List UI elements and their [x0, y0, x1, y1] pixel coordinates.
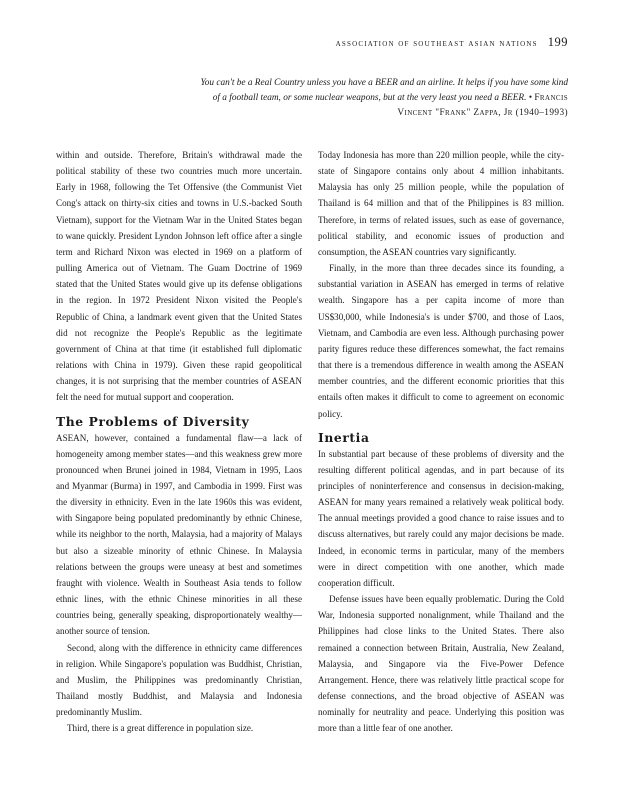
left-column: [56, 147, 302, 736]
body-paragraph: ASEAN, however, contained a fundamental flaw—a lack of homogeneity among member states—and this weakness grew more pronounced when Brunei joined in 1984, Vietnam in 1995, Laos and Myanmar (Burma) in 1997, and Cambodia in 1999. First was the diversity in ethnicity. Even in the late 1960s this was evident, with Singapore being populated predominantly by ethnic Chinese, while its neighbor to the north, Malaysia, had a majority of Malays but also a sizeable minority of ethnic Chinese. In Malaysia relations between the groups were uneasy at best and sometimes fraught with violence. Wealth in Southeast Asia tends to follow ethnic lines, with the ethnic Chinese minorities in all these countries being, generally speaking, disproportionately wealthy—another source of tension.: [56, 432, 302, 637]
section-heading-diversity: The Problems of Diversity: [56, 413, 250, 429]
page-number: 199: [547, 35, 568, 49]
right-column: [318, 147, 564, 736]
running-head: [336, 35, 568, 50]
body-paragraph: Finally, in the more than three decades since its founding, a substantial variation in ASEAN has emerged in terms of relative wealth. Singapore has a per capita income of more than US$30,000, while Indonesia's is under $700, and those of Laos, Vietnam, and Cambodia are even less. Although purchasing power parity figures reduce these differences somewhat, the fact remains that there is a tremendous difference in wealth among the ASEAN member countries, and the different economic priorities that this entails often makes it difficult to come to agreement on economic policy.: [318, 263, 564, 419]
epigraph-quote: You can't be a Real Country unless you have a BEER and an airline. It helps if you have some kind of a football team, or some nuclear weapons, but at the very least you need a BEER.: [200, 78, 568, 103]
body-paragraph: In substantial part because of these problems of diversity and the resulting different political agendas, and in part because of its principles of noninterference and consensus in decision-making, ASEAN for many years remained a relatively weak political body. The annual meetings provided a good chance to raise issues and to discuss alternatives, but rarely could any major decisions be made. Indeed, in economic terms in particular, many of the members were in direct competition with one another, which made cooperation difficult.: [318, 448, 564, 588]
epigraph-separator: •: [528, 93, 533, 103]
body-paragraph: Defense issues have been equally problematic. During the Cold War, Indonesia supported nonalignment, while Thailand and the Philippines had close links to the United States. There also remained a connection between Britain, Australia, New Zealand, Malaysia, and Singapore via the Five-Power Defence Arrangement. Hence, there was relatively little practical scope for defense connections, and the broad objective of ASEAN was nominally for neutrality and peace. Underlying this position was more than a little fear of one another.: [318, 594, 564, 734]
body-paragraph: Second, along with the difference in ethnicity came differences in religion. While Singapore's population was Buddhist, Christian, and Muslim, the Philippines was predominantly Christian, Thailand mostly Buddhist, and Malaysia and Indonesia predominantly Muslim.: [56, 642, 302, 718]
running-title: association of southeast asian nations: [335, 39, 538, 49]
body-paragraph: Third, there is a great difference in population size.: [67, 723, 254, 734]
epigraph: [196, 76, 568, 121]
section-heading-inertia: Inertia: [318, 429, 370, 445]
epigraph-attribution: Francis Vincent "Frank" Zappa, Jr (1940–1993): [397, 93, 568, 118]
body-paragraph: Today Indonesia has more than 220 million people, while the city-state of Singapore contains only about 4 million inhabitants. Malaysia has only 25 million people, while the population of Thailand is 64 million and that of the Philippines is 83 million. Therefore, in terms of related issues, such as ease of governance, political stability, and economic issues of production and consumption, the ASEAN countries vary significantly.: [318, 150, 564, 257]
body-paragraph: within and outside. Therefore, Britain's withdrawal made the political stability of these two countries much more uncertain. Early in 1968, following the Tet Offensive (the Communist Viet Cong's attack on thirty-six cities and towns in U.S.-backed South Vietnam), support for the Vietnam War in the United States began to wane quickly. President Lyndon Johnson left office after a single term and Richard Nixon was elected in 1969 on a platform of pulling America out of Vietnam. The Guam Doctrine of 1969 stated that the United States would give up its defense obligations in the region. In 1972 President Nixon visited the People's Republic of China, a landmark event given that the United States did not recognize the People's Republic as the legitimate government of China at that time (it established full diplomatic relations with China in 1979). Given these rapid geopolitical changes, it is not surprising that the member countries of ASEAN felt the need for mutual support and cooperation.: [56, 150, 302, 403]
